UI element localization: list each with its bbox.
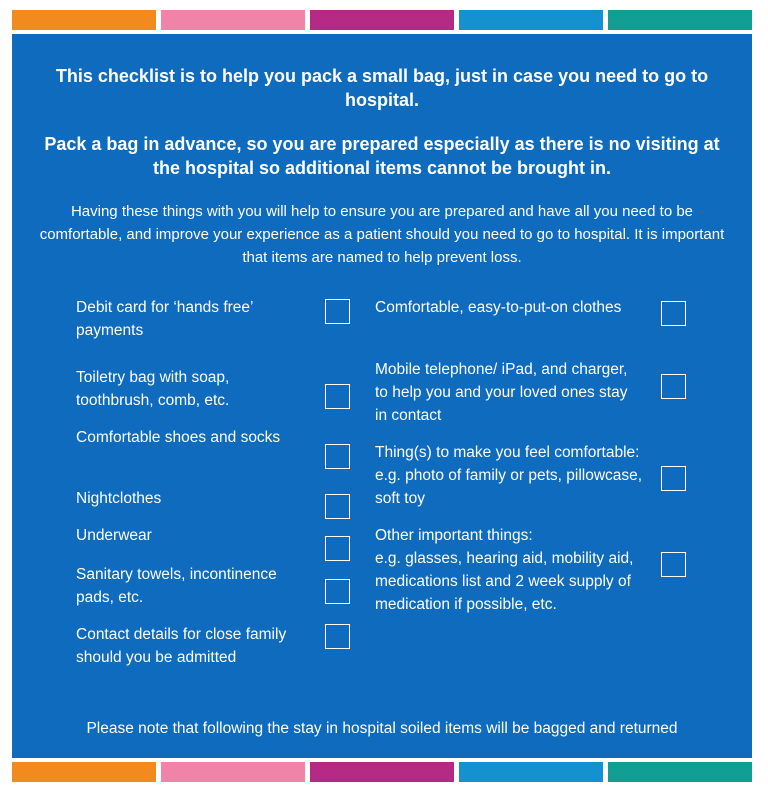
checklist-item-comfort-things: Thing(s) to make you feel comfortable: e.g. photo of family or pets, pillowcase, soft toy	[375, 444, 643, 507]
checkbox-other-important[interactable]	[661, 552, 686, 577]
checklist-item-debit-card: Debit card for ‘hands free’ payments	[76, 299, 253, 339]
top-color-stripes	[12, 10, 752, 30]
checkbox-nightclothes[interactable]	[325, 494, 350, 519]
checkbox-comfort-things[interactable]	[661, 466, 686, 491]
stripe-orange	[12, 762, 156, 782]
stripe-magenta	[310, 10, 454, 30]
stripe-teal	[608, 762, 752, 782]
footer-note: Please note that following the stay in hospital soiled items will be bagged and returned	[86, 720, 678, 737]
checkbox-toiletry-bag[interactable]	[325, 384, 350, 409]
checklist-panel	[12, 34, 752, 758]
checklist-item-shoes-socks: Comfortable shoes and socks	[76, 429, 281, 446]
checklist-item-underwear: Underwear	[76, 527, 152, 544]
checklist-item-sanitary-towels: Sanitary towels, incontinence pads, etc.	[76, 566, 277, 606]
checklist-item-toiletry-bag: Toiletry bag with soap, toothbrush, comb, etc.	[76, 369, 230, 409]
checkbox-sanitary-towels[interactable]	[325, 579, 350, 604]
checklist-item-mobile-phone: Mobile telephone/ iPad, and charger, to help you and your loved ones stay in contact	[375, 361, 628, 424]
checklist-item-other-important: Other important things: e.g. glasses, hearing aid, mobility aid, medications list and 2 week supply of medication if possible, etc.	[375, 527, 634, 613]
intro-text: Having these things with you will help to ensure you are prepared and have all you need to be comfortable, and improve your experience as a patient should you need to go to hospital. It is important that items are named to help prevent loss.	[39, 203, 725, 266]
stripe-orange	[12, 10, 156, 30]
stripe-pink	[161, 10, 305, 30]
stripe-pink	[161, 762, 305, 782]
checkbox-contact-details[interactable]	[325, 624, 350, 649]
checklist-item-contact-details: Contact details for close family should you be admitted	[76, 626, 287, 666]
stripe-blue	[459, 10, 603, 30]
stripe-magenta	[310, 762, 454, 782]
stripe-teal	[608, 10, 752, 30]
checklist-item-nightclothes: Nightclothes	[76, 490, 162, 507]
checkbox-clothes[interactable]	[661, 301, 686, 326]
stripe-blue	[459, 762, 603, 782]
heading-pack-advance: Pack a bag in advance, so you are prepared especially as there is no visiting at the hospital so additional items cannot be brought in.	[44, 134, 720, 178]
heading-purpose: This checklist is to help you pack a small bag, just in case you need to go to hospital.	[55, 66, 709, 110]
checkbox-mobile-phone[interactable]	[661, 374, 686, 399]
checkbox-shoes-socks[interactable]	[325, 444, 350, 469]
checkbox-debit-card[interactable]	[325, 299, 350, 324]
checkbox-underwear[interactable]	[325, 536, 350, 561]
bottom-color-stripes	[12, 762, 752, 782]
checklist-item-clothes: Comfortable, easy-to-put-on clothes	[375, 299, 622, 316]
